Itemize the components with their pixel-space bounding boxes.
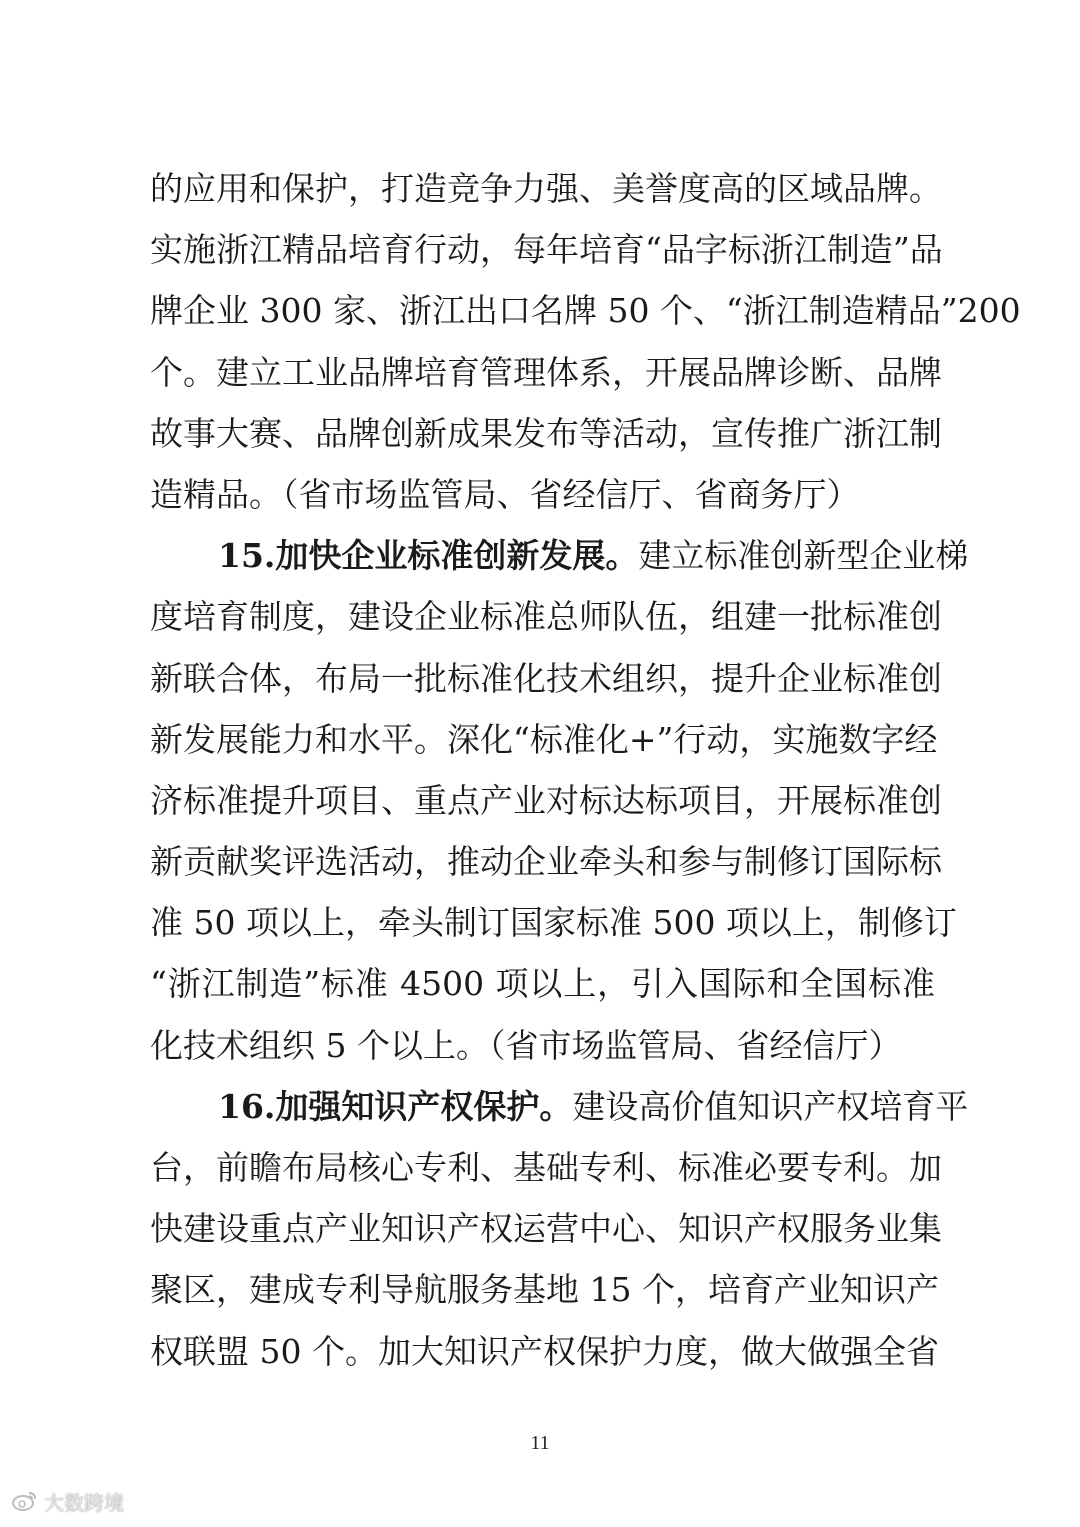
standards-line: 化技术组织 5 个以上。（省市场监管局、省经信厅） (150, 1025, 902, 1065)
brand-line: 个。建立工业品牌培育管理体系，开展品牌诊断、品牌 (150, 352, 942, 392)
brand-line: 实施浙江精品培育行动，每年培育“品字标浙江制造”品 (150, 230, 943, 270)
standards-line: 准 50 项以上，牵头制订国家标准 500 项以上，制修订 (150, 903, 957, 943)
paragraph-brand (150, 158, 1021, 525)
section-16-first-text: 建设高价值知识产权培育平 (572, 1086, 969, 1126)
standards-line: 济标准提升项目、重点产业对标达标项目，开展标准创 (150, 780, 942, 820)
sina-weibo-icon (12, 1490, 38, 1512)
section-16-heading: 16.加强知识产权保护。 (218, 1086, 573, 1126)
watermark-text: 大数跨境 (44, 1490, 124, 1515)
standards-line: 新联合体，布局一批标准化技术组织，提升企业标准创 (150, 658, 942, 698)
standards-line: 新发展能力和水平。深化“标准化+”行动，实施数字经 (150, 719, 938, 759)
ip-line: 权联盟 50 个。加大知识产权保护力度，做大做强全省 (150, 1331, 939, 1371)
standards-line: “浙江制造”标准 4500 项以上，引入国际和全国标准 (150, 964, 935, 1004)
paragraph-ip-protection (150, 1137, 942, 1382)
brand-line: 造精品。（省市场监管局、省经信厅、省商务厅） (150, 474, 860, 514)
ip-line: 快建设重点产业知识产权运营中心、知识产权服务业集 (150, 1209, 942, 1249)
document-body (150, 158, 1021, 1382)
ip-line: 聚区，建成专利导航服务基地 15 个，培育产业知识产 (150, 1270, 939, 1310)
ip-line: 台，前瞻布局核心专利、基础专利、标准必要专利。加 (150, 1148, 942, 1187)
section-15-heading: 15.加快企业标准创新发展。 (218, 536, 639, 576)
paragraph-standards (150, 586, 957, 1076)
brand-line: 的应用和保护，打造竞争力强、美誉度高的区域品牌。 (150, 169, 942, 208)
watermark (12, 1486, 124, 1516)
section-16-first-line (150, 1076, 969, 1137)
section-15-first-line (150, 525, 969, 586)
standards-line: 度培育制度，建设企业标准总师队伍，组建一批标准创 (150, 597, 942, 637)
brand-line: 故事大赛、品牌创新成果发布等活动，宣传推广浙江制 (150, 413, 942, 453)
brand-line: 牌企业 300 家、浙江出口名牌 50 个、“浙江制造精品”200 (150, 291, 1021, 331)
standards-line: 新贡献奖评选活动，推动企业牵头和参与制修订国际标 (150, 842, 942, 882)
section-15-first-text: 建立标准创新型企业梯 (638, 536, 969, 576)
page-number: 11 (530, 1432, 550, 1454)
